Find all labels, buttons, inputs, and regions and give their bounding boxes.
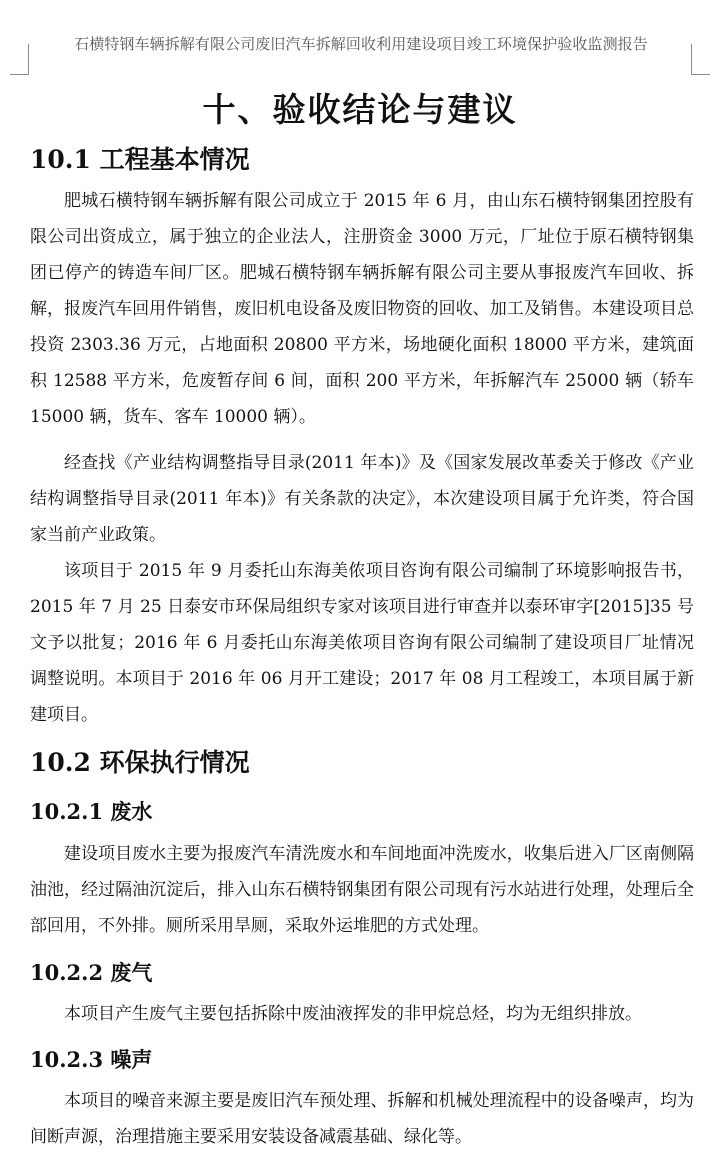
paragraph-project-overview: 肥城石横特钢车辆拆解有限公司成立于 2015 年 6 月，由山东石横特钢集团控股有限公司出资成立，属于独立的企业法人，注册资金 3000 万元，厂址位于原石横特钢集团已停产的铸造车间厂区。肥城石横特钢车辆拆解有限公司主要从事报废汽车回收、拆解，报废汽车回用件销售，废旧机电设备及废旧物资的回收、加工及销售。本建设项目总投资 2303.36 万元，占地面积 20800 平方米，场地硬化面积 18000 平方米，建筑面积 12588 平方米，危废暂存间 6 间，面积 200 平方米，年拆解汽车 25000 辆（轿车 15000 辆，货车、客车 10000 辆）。 bbox=[30, 191, 694, 427]
paragraph-approval-history: 该项目于 2015 年 9 月委托山东海美侬项目咨询有限公司编制了环境影响报告书，2015 年 7 月 25 日泰安市环保局组织专家对该项目进行审查并以泰环审字[2015]35 号文予以批复；2016 年 6 月委托山东海美侬项目咨询有限公司编制了建设项目厂址情况调整说明。本项目于 2016 年 06 月开工建设；2017 年 08 月工程竣工，本项目属于新建项目。 bbox=[30, 561, 694, 725]
section-heading-10-1: 10.1 工程基本情况 bbox=[30, 145, 250, 174]
paragraph-wastewater: 建设项目废水主要为报废汽车清洗废水和车间地面冲洗废水，收集后进入厂区南侧隔油池，经过隔油沉淀后，排入山东石横特钢集团有限公司现有污水站进行处理，处理后全部回用，不外排。厕所采用旱厕，采取外运堆肥的方式处理。 bbox=[30, 844, 694, 936]
crop-mark-left bbox=[10, 44, 29, 75]
subsection-heading-noise: 10.2.3 噪声 bbox=[30, 1047, 153, 1072]
header-text: 石横特钢车辆拆解有限公司废旧汽车拆解回收利用建设项目竣工环境保护验收监测报告 bbox=[74, 35, 648, 53]
page-header bbox=[0, 0, 720, 78]
subsection-heading-wastewater: 10.2.1 废水 bbox=[30, 799, 153, 824]
crop-mark-right bbox=[691, 44, 710, 75]
paragraph-industrial-policy: 经查找《产业结构调整指导目录(2011 年本)》及《国家发展改革委关于修改《产业结构调整指导目录(2011 年本)》有关条款的决定》，本次建设项目属于允许类，符合国家当前产业政策。 bbox=[30, 453, 694, 545]
paragraph-noise: 本项目的噪音来源主要是废旧汽车预处理、拆解和机械处理流程中的设备噪声，均为间断声源，治理措施主要采用安装设备减震基础、绿化等。 bbox=[30, 1091, 694, 1147]
section-heading-10-2: 10.2 环保执行情况 bbox=[30, 748, 250, 777]
subsection-heading-waste-gas: 10.2.2 废气 bbox=[30, 960, 153, 985]
chapter-title: 十、验收结论与建议 bbox=[202, 90, 518, 129]
paragraph-waste-gas: 本项目产生废气主要包括拆除中废油液挥发的非甲烷总烃，均为无组织排放。 bbox=[64, 1004, 642, 1024]
